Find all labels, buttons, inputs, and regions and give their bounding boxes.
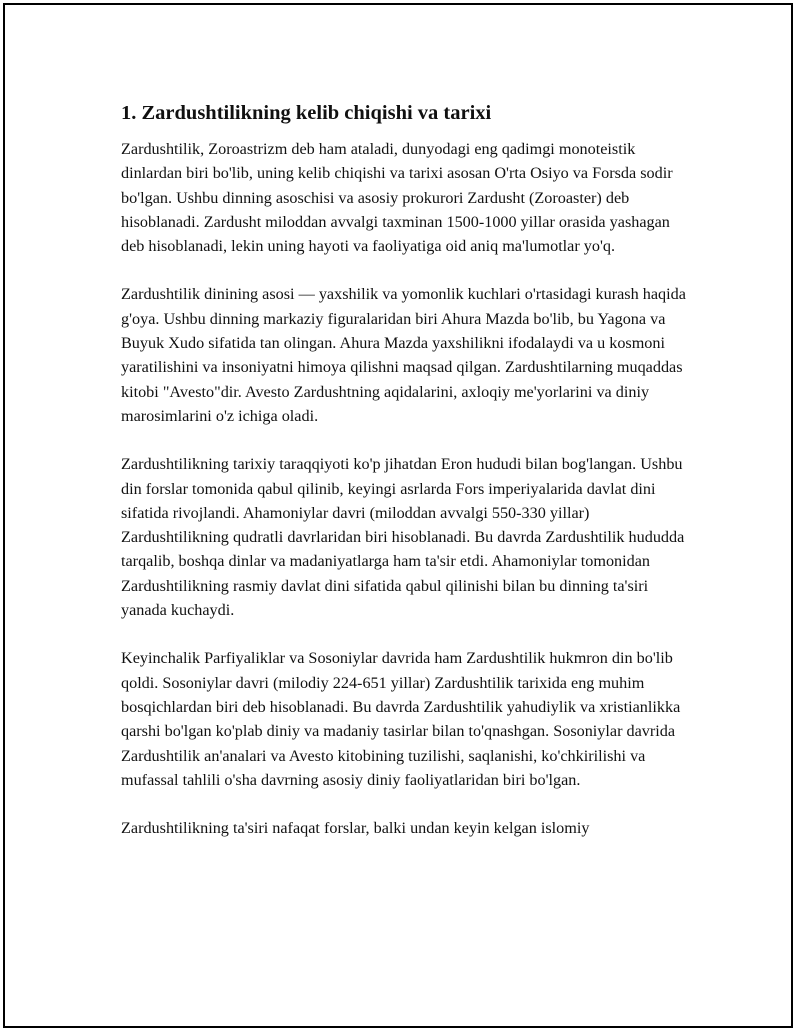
paragraph-1: Zardushtilik, Zoroastrizm deb ham ataladi, dunyodagi eng qadimgi monoteistik dinlardan biri bo'lib, uning kelib chiqishi va tarixi asosan O'rta Osiyo va Forsda sodir bo'lgan. Ushbu dinning asoschisi va asosiy prokurori Zardusht (Zoroaster) deb hisoblanadi. Zardusht miloddan avvalgi taxminan 1500-1000 yillar orasida yashagan deb hisoblanadi, lekin uning hayoti va faoliyatiga oid aniq ma'lumotlar yo'q. (121, 140, 673, 256)
paragraph-2: Zardushtilik dinining asosi — yaxshilik va yomonlik kuchlari o'rtasidagi kurash haqida g'oya. Ushbu dinning markaziy figuralaridan biri Ahura Mazda bo'lib, bu Yagona va Buyuk Xudo sifatida tan olingan. Ahura Mazda yaxshilikni ifodalaydi va u kosmoni yaratilishini va insoniyatni himoya qilishni maqsad qilgan. Zardushtilarning muqaddas kitobi "Avesto"dir. Avesto Zardushtning aqidalarini, axloqiy me'yorlarini va diniy marosimlarini o'z ichiga oladi. (121, 285, 686, 425)
paragraph-4: Keyinchalik Parfiyaliklar va Sosoniylar davrida ham Zardushtilik hukmron din bo'lib qoldi. Sosoniylar davri (milodiy 224-651 yillar) Zardushtilik tarixida eng muhim bosqichlardan biri deb hisoblanadi. Bu davrda Zardushtilik yahudiylik va xristianlikka qarshi bo'lgan ko'plab diniy va madaniy tasirlar bilan to'qnashgan. Sosoniylar davrida Zardushtilik an'analari va Avesto kitobining tuzilishi, saqlanishi, ko'chkirilishi va mufassal tahlili o'sha davrning asosiy diniy faoliyatlaridan biri bo'lgan. (121, 649, 681, 789)
section-heading: 1. Zardushtilikning kelib chiqishi va tarixi (121, 102, 492, 124)
document-body (121, 99, 695, 864)
page-frame (3, 3, 793, 1028)
paragraph-5: Zardushtilikning ta'siri nafaqat forslar, balki undan keyin kelgan islomiy (121, 819, 590, 838)
paragraph-3: Zardushtilikning tarixiy taraqqiyoti ko'p jihatdan Eron hududi bilan bog'langan. Ushbu din forslar tomonida qabul qilinib, keyingi asrlarda Fors imperiyalarida davlat dini sifatida rivojlandi. Ahamoniylar davri (miloddan avvalgi 550-330 yillar) Zardushtilikning qudratli davrlaridan biri hisoblanadi. Bu davrda Zardushtilik hududda tarqalib, boshqa dinlar va madaniyatlarga ham ta'sir etdi. Ahamoniylar tomonidan Zardushtilikning rasmiy davlat dini sifatida qabul qilinishi bilan bu dinning ta'siri yanada kuchaydi. (121, 455, 685, 620)
